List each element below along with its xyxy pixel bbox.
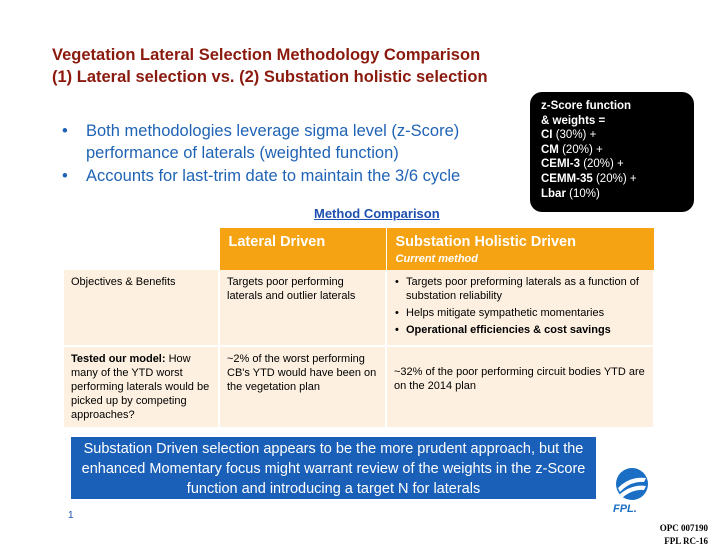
bullet-dot-icon: •: [62, 122, 68, 140]
header-blank-cell: [64, 228, 219, 270]
zscore-item: CEMM-35 (20%) +: [541, 172, 637, 185]
fpl-logo-icon: [610, 466, 652, 516]
conclusion-callout: Substation Driven selection appears to be the more prudent approach, but the enhanced Momentary focus might warrant review of the weights in the z-Score function and introducing a target N for laterals: [71, 437, 596, 499]
zscore-item: CEMI-3 (20%) +: [541, 158, 624, 171]
title-line-1: Vegetation Lateral Selection Methodology Comparison: [52, 46, 481, 64]
bullet-dot-icon: •: [62, 167, 68, 185]
page-number: 1: [68, 510, 74, 521]
zscore-item: Lbar (10%): [541, 187, 600, 200]
list-item: • Operational efficiencies & cost savings: [394, 323, 646, 337]
cell-substation-tested: ~32% of the poor performing circuit bodies YTD are on the 2014 plan: [386, 346, 654, 428]
cell-lateral-objectives: Targets poor performing laterals and outlier laterals: [219, 270, 386, 346]
row-label-objectives: Objectives & Benefits: [64, 270, 219, 346]
zscore-item: CM (20%) +: [541, 143, 603, 156]
svg-text:FPL.: FPL.: [613, 503, 637, 515]
document-stamp: OPC 007190 FPL RC-16: [659, 523, 708, 546]
table-row: [64, 270, 654, 346]
comparison-table: [64, 228, 655, 429]
title-line-2: (1) Lateral selection vs. (2) Substation holistic selection: [52, 68, 488, 86]
header-substation-driven: Substation Holistic Driven Current method: [386, 228, 654, 270]
table-row: [64, 346, 654, 428]
cell-substation-objectives: [386, 270, 654, 346]
zscore-item: CI (30%) +: [541, 129, 597, 142]
list-item: • Helps mitigate sympathetic momentaries: [394, 306, 646, 320]
cell-lateral-tested: ~2% of the worst performing CB's YTD would have been on the vegetation plan: [219, 346, 386, 428]
bullet-list: [62, 120, 512, 188]
method-comparison-title: Method Comparison: [314, 206, 440, 221]
bullet-item: • Both methodologies leverage sigma level (z-Score) performance of laterals (weighted function): [62, 122, 460, 162]
slide-title: [52, 44, 488, 88]
current-method-label: Current method: [395, 253, 478, 265]
header-lateral-driven: Lateral Driven: [219, 228, 386, 270]
zscore-function-box: z-Score function & weights = CI (30%) + CM (20%) + CEMI-3 (20%) + CEMM-35 (20%) + Lbar (10%): [530, 92, 694, 212]
table-header-row: [64, 228, 654, 270]
list-item: • Targets poor preforming laterals as a function of substation reliability: [394, 275, 646, 303]
bullet-item: • Accounts for last-trim date to maintain the 3/6 cycle: [62, 167, 461, 185]
row-label-tested-model: Tested our model: How many of the YTD worst performing laterals would be picked up by competing approaches?: [64, 346, 219, 428]
